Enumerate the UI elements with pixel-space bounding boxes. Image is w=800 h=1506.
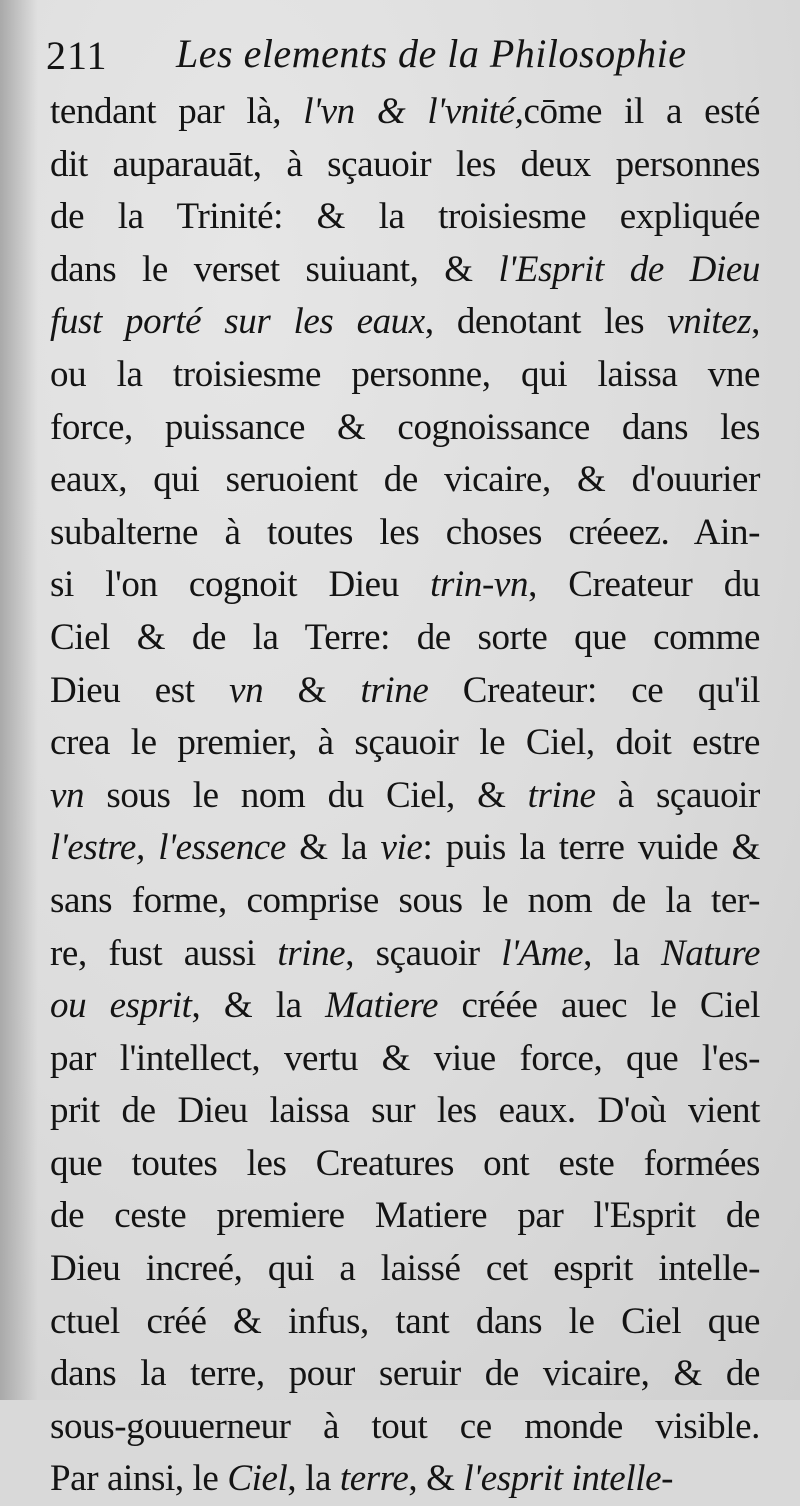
text-line (50, 928, 760, 981)
text-line (50, 665, 760, 718)
roman-text: sous-gouuerneur à tout ce monde visible. (50, 1405, 760, 1447)
body-text (50, 86, 760, 1506)
roman-text: sans forme, comprise sous le nom de la ter- (50, 879, 760, 921)
text-line (50, 875, 760, 928)
roman-text: crea le premier, à sçauoir le Ciel, doit estre (50, 722, 760, 764)
roman-text: Ciel & de la Terre: de sorte que comme (50, 616, 760, 658)
italic-text: trin-vn (430, 564, 529, 606)
italic-text: vnitez (667, 301, 752, 343)
roman-text: Dieu increé, qui a laissé cet esprit intelle- (50, 1248, 760, 1290)
text-line (50, 191, 760, 244)
page-number: 211 (46, 33, 108, 78)
roman-text: subalterne à toutes les choses créeez. Ain- (50, 511, 760, 553)
text-line (50, 559, 760, 612)
italic-text: l'Ame (501, 932, 584, 974)
roman-text: par l'intellect, vertu & viue force, que l'es- (50, 1037, 760, 1079)
text-line (50, 980, 760, 1033)
roman-text: dans la terre, pour seruir de vicaire, & de (50, 1353, 760, 1395)
text-line (50, 1401, 760, 1454)
roman-text: si l'on cognoit Dieu (50, 564, 431, 606)
italic-text: l'Esprit de Dieu (498, 248, 760, 290)
text-line (50, 770, 760, 823)
page-header (46, 26, 766, 82)
text-line (50, 86, 760, 139)
gutter-shadow (0, 0, 38, 1400)
text-line (50, 296, 760, 349)
text-line (50, 244, 760, 297)
roman-text: : puis la terre vuide & (422, 827, 760, 869)
italic-text: vie (380, 827, 423, 869)
italic-text: vn (229, 669, 264, 711)
roman-text: & la (285, 827, 381, 869)
roman-text: sous le nom du Ciel, & (84, 774, 528, 816)
text-line (50, 454, 760, 507)
italic-text: Nature (660, 932, 760, 974)
italic-text: Ciel (227, 1458, 288, 1500)
italic-text: trine (360, 669, 429, 711)
roman-text: , Createur du (528, 564, 760, 606)
text-line (50, 717, 760, 770)
italic-text: trine (527, 774, 596, 816)
text-line (50, 1243, 760, 1296)
text-line (50, 507, 760, 560)
roman-text: cōme il a esté (523, 91, 761, 132)
roman-text: Dieu est (50, 669, 230, 711)
text-line (50, 1296, 760, 1349)
roman-text: & (263, 669, 361, 711)
roman-text: , sçauoir (345, 932, 502, 974)
roman-text: , (751, 301, 760, 343)
italic-text: vn (50, 774, 85, 816)
text-line (50, 1085, 760, 1138)
roman-text: , denotant les (424, 301, 668, 343)
italic-text: Matiere (325, 985, 439, 1027)
roman-text: , la (287, 1458, 340, 1500)
text-line (50, 612, 760, 665)
roman-text: force, puissance & cognoissance dans les (50, 406, 760, 448)
roman-text: , la (583, 932, 661, 974)
roman-text: ou la troisiesme personne, qui laissa vne (50, 353, 760, 395)
running-head: Les elements de la Philosophie (176, 31, 687, 76)
text-line (50, 402, 760, 455)
roman-text: de la Trinité: & la troisiesme expliquée (50, 196, 760, 238)
text-line (50, 1190, 760, 1243)
text-line (50, 1033, 760, 1086)
text-line (50, 349, 760, 402)
text-line (50, 822, 760, 875)
roman-text: Createur: ce qu'il (428, 669, 760, 711)
roman-text: re, fust aussi (50, 932, 278, 974)
roman-text: à sçauoir (595, 774, 760, 816)
italic-text: fust porté sur les eaux (50, 301, 425, 343)
italic-text: l'vn & l'vnité, (303, 91, 524, 132)
italic-text: ou esprit (50, 985, 192, 1027)
roman-text: ctuel créé & infus, tant dans le Ciel que (50, 1300, 760, 1342)
text-line (50, 1138, 760, 1191)
italic-text: trine (277, 932, 346, 974)
roman-text: tendant par là, (50, 91, 304, 132)
roman-text: prit de Dieu laissa sur les eaux. D'où vient (50, 1090, 760, 1132)
italic-text: terre (339, 1458, 409, 1500)
roman-text: , & la (191, 985, 326, 1027)
roman-text: , & (408, 1458, 464, 1500)
roman-text: dans le verset suiuant, & (50, 248, 499, 290)
roman-text: de ceste premiere Matiere par l'Esprit de (50, 1195, 760, 1237)
roman-text: Par ainsi, le (50, 1458, 228, 1500)
text-line (50, 1348, 760, 1401)
roman-text: que toutes les Creatures ont este formées (50, 1142, 760, 1184)
italic-text: l'esprit intelle- (463, 1458, 674, 1500)
roman-text: eaux, qui seruoient de vicaire, & d'ouurier (50, 459, 760, 501)
text-line (50, 139, 760, 192)
roman-text: créée auec le Ciel (438, 985, 760, 1027)
italic-text: l'estre, l'essence (50, 827, 286, 869)
text-line (50, 1453, 760, 1506)
roman-text: dit auparauāt, à sçauoir les deux personnes (50, 143, 760, 185)
